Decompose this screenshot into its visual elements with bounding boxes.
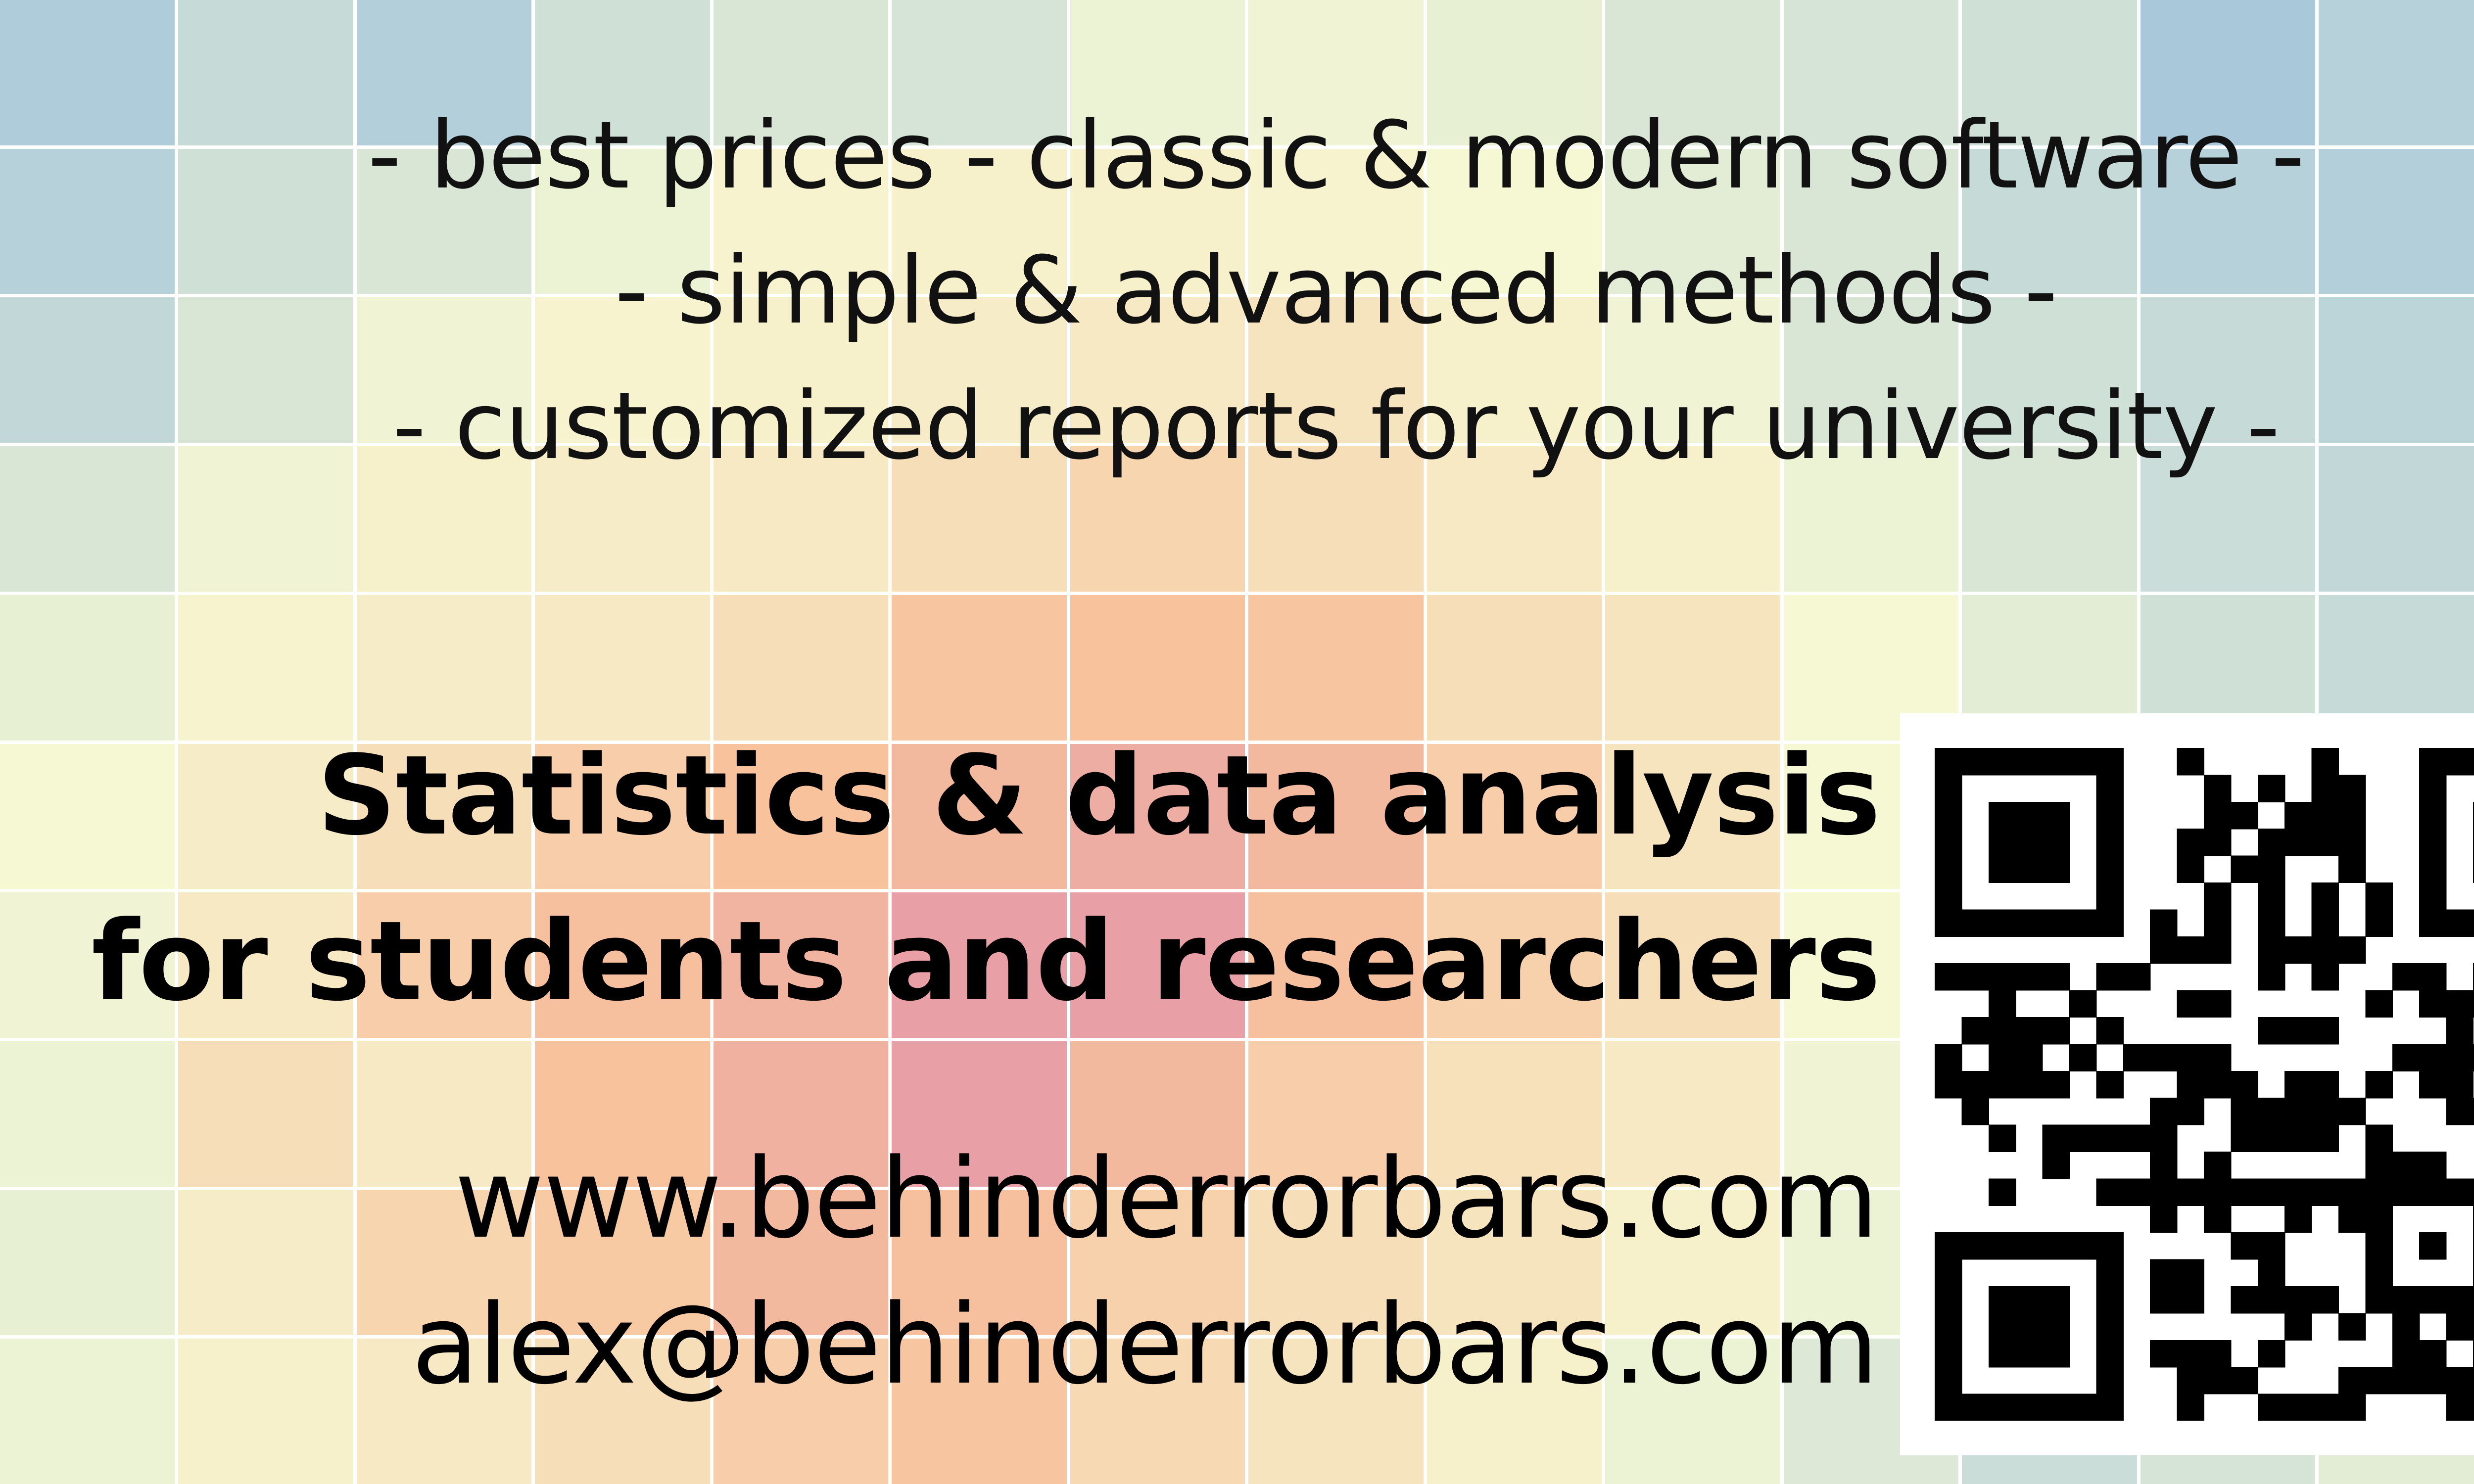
qr-code-icon (1935, 748, 2474, 1421)
heatmap-cell (0, 1041, 175, 1187)
heatmap-cell (0, 1339, 175, 1484)
heatmap-cell (1070, 595, 1245, 741)
qr-code[interactable] (1900, 713, 2474, 1455)
website-link[interactable]: www.behinderrorbars.com (454, 1135, 1878, 1263)
headline-audience: for students and researchers (91, 898, 1880, 1025)
tagline-prices: - best prices - classic & modern software - (368, 101, 2304, 210)
tagline-methods: - simple & advanced methods - (615, 236, 2057, 345)
heatmap-cell (178, 595, 353, 741)
headline-statistics: Statistics & data analysis (317, 732, 1880, 860)
email-link[interactable]: alex@behinderrorbars.com (411, 1281, 1878, 1409)
heatmap-cell (1427, 595, 1602, 741)
heatmap-cell (178, 1339, 353, 1484)
heatmap-cell (1248, 595, 1423, 741)
heatmap-cell (357, 595, 531, 741)
heatmap-cell (0, 595, 175, 741)
tagline-reports: - customized reports for your university - (392, 372, 2280, 480)
heatmap-cell (1605, 595, 1780, 741)
heatmap-cell (535, 595, 710, 741)
heatmap-cell (892, 595, 1066, 741)
heatmap-cell (178, 1190, 353, 1336)
heatmap-cell (178, 1041, 353, 1187)
heatmap-cell (0, 1190, 175, 1336)
heatmap-cell (0, 744, 175, 889)
heatmap-cell (714, 595, 888, 741)
